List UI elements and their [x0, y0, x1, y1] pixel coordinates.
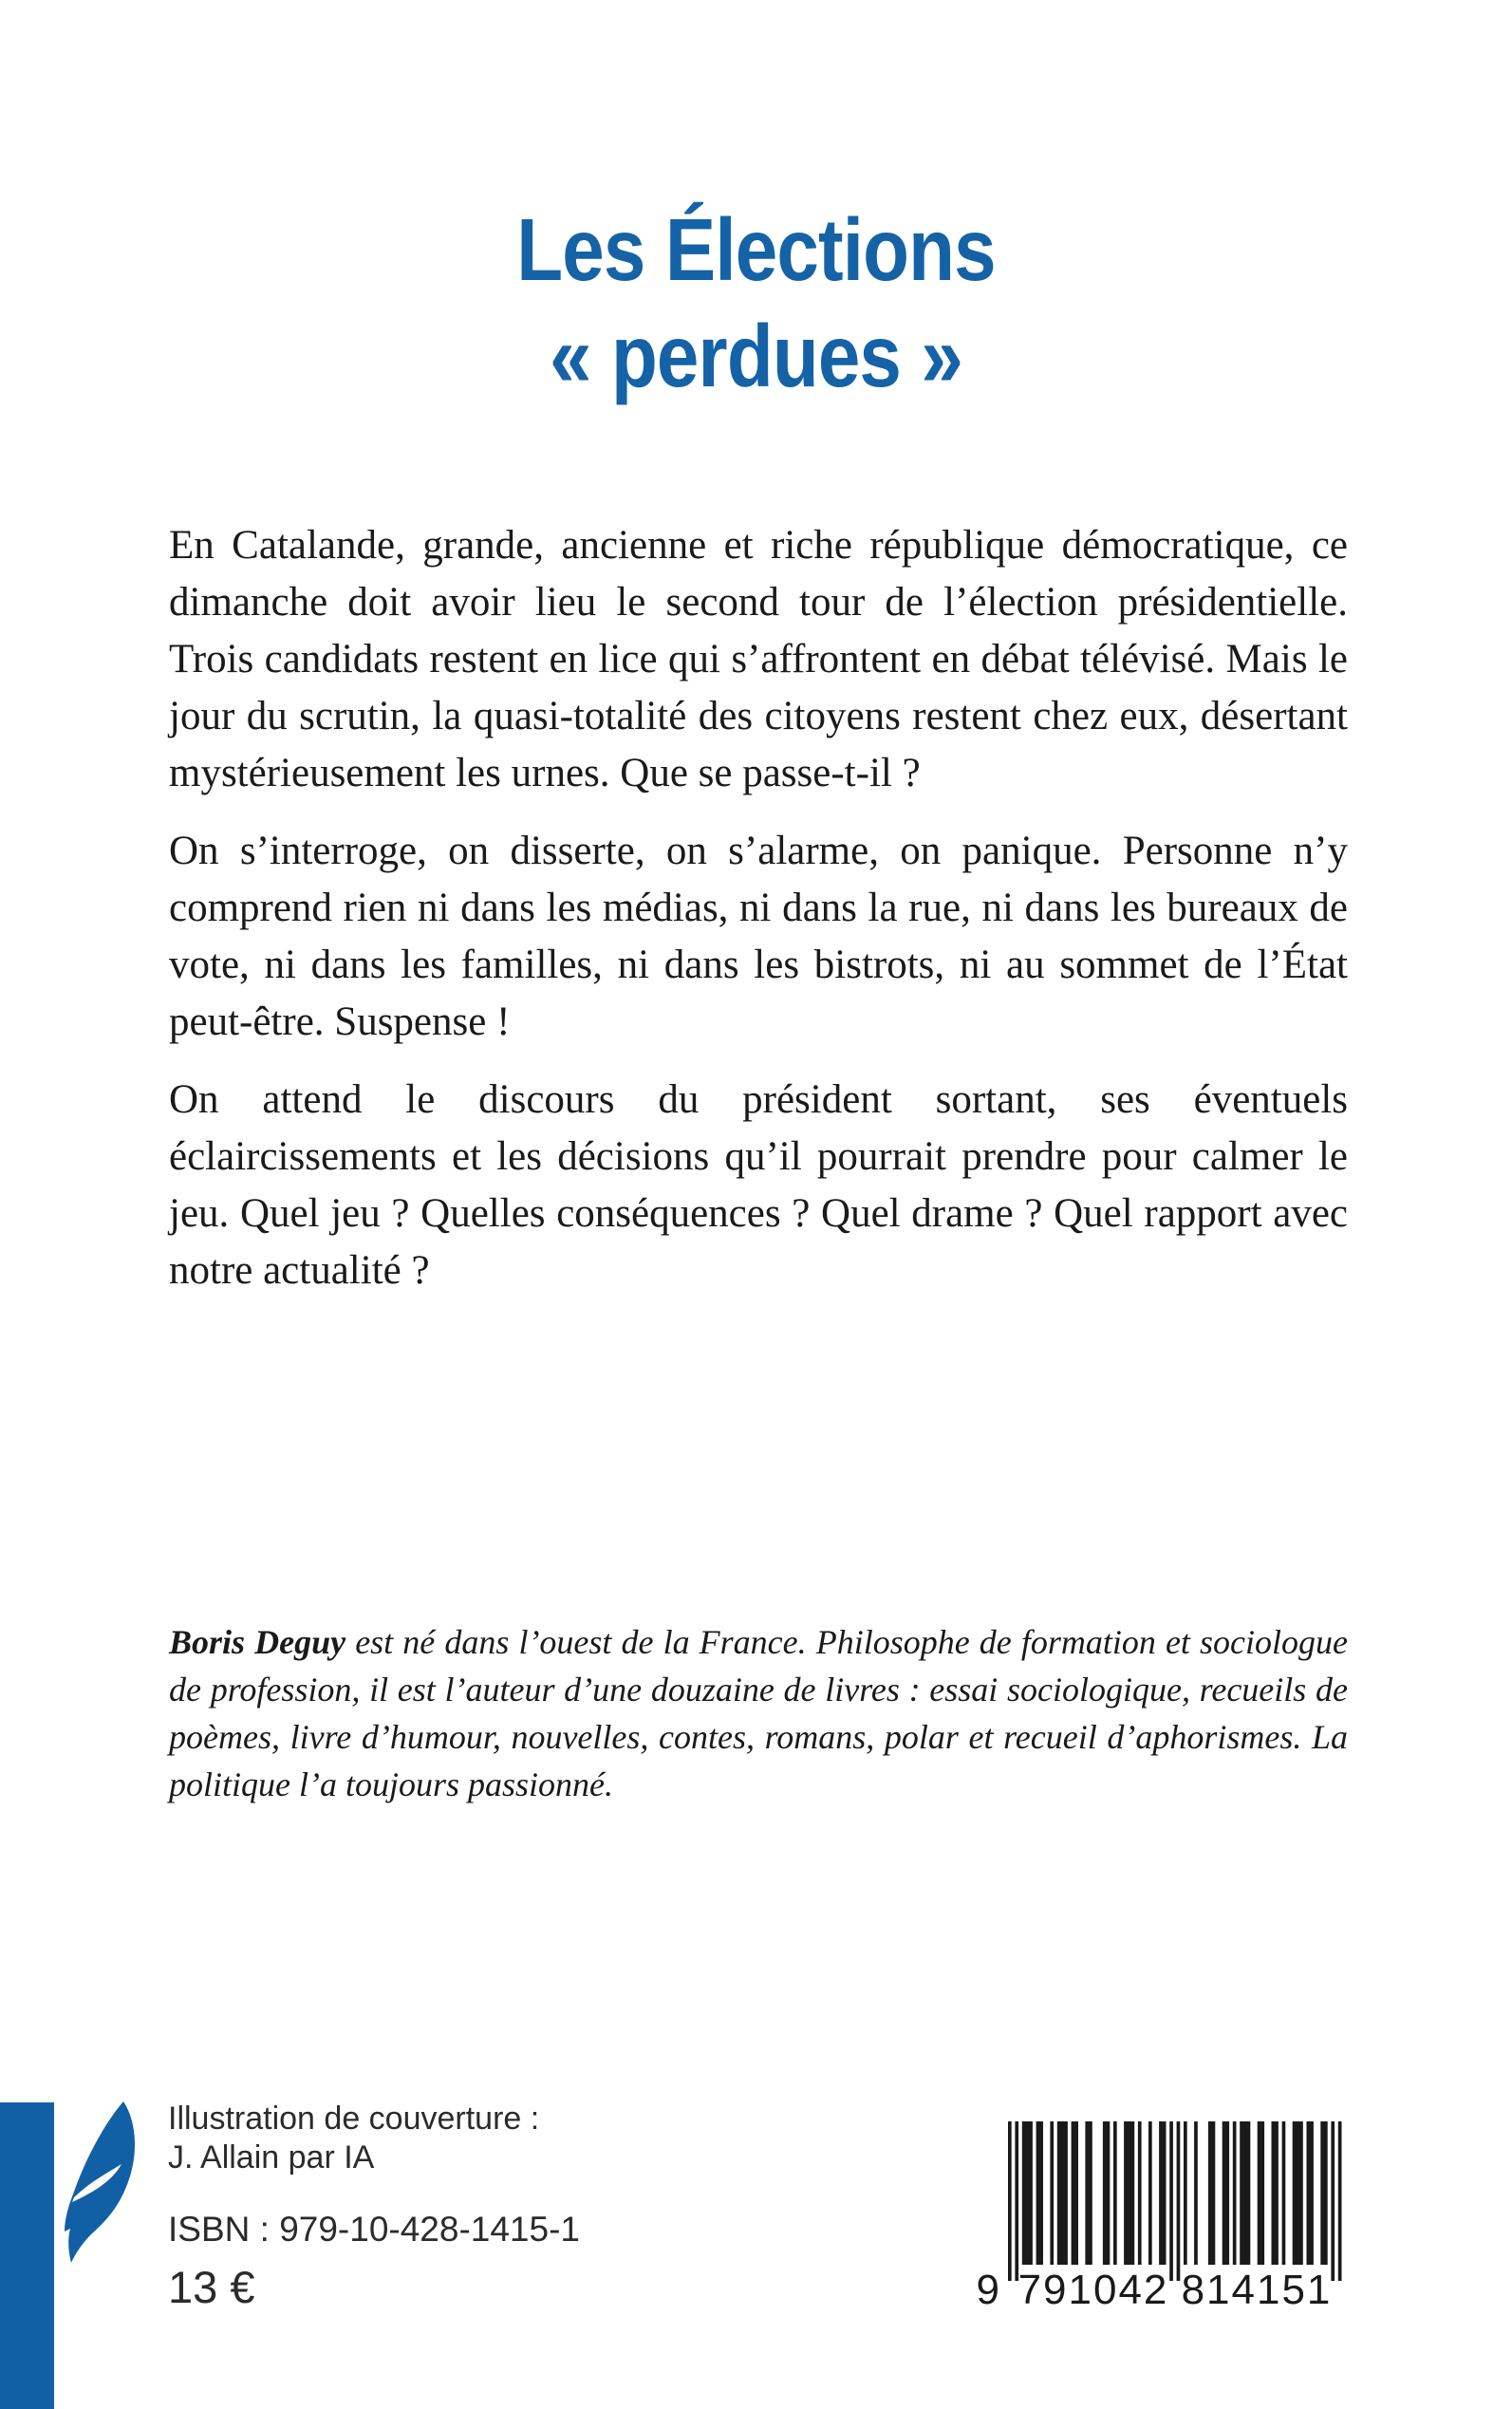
- spine-accent-bar: [0, 2102, 54, 2409]
- author-bio-text: est né dans l’ouest de la France. Philosophe de formation et sociologue de profession, il est l’auteur d’une douzaine de livres : essai sociologique, recueils de poèmes, livre d’humour, nouvelles, contes, romans, polar et recueil d’aphorismes. La politique l’a toujours passionné.: [169, 1623, 1348, 1803]
- barcode-digits-left: 791042: [1017, 2267, 1169, 2313]
- barcode: [954, 2121, 1353, 2325]
- cover-credit-line-2: J. Allain par IA: [168, 2139, 375, 2176]
- title-line-1: Les Élections: [516, 200, 996, 300]
- price-text: 13 €: [168, 2262, 255, 2312]
- synopsis-paragraph-2: On s’interroge, on disserte, on s’alarme, on panique. Personne n’y comprend rien ni dans les médias, ni dans la rue, ni dans les bureaux de vote, ni dans les familles, ni dans les bistrots, ni au sommet de l’État peut-être. Suspense !: [169, 829, 1348, 1044]
- barcode-bars: [1008, 2121, 1342, 2281]
- book-title: [106, 196, 1407, 409]
- barcode-digits-right: 814151: [1181, 2267, 1333, 2313]
- author-bio: [169, 1618, 1348, 1808]
- author-name: Boris Deguy: [169, 1623, 346, 1661]
- publisher-quill-logo-icon: [63, 2100, 146, 2269]
- synopsis: [169, 517, 1348, 1299]
- title-line-2: « perdues »: [549, 307, 963, 406]
- cover-credit-line-1: Illustration de couverture :: [168, 2101, 540, 2137]
- cover-credit: [168, 2100, 539, 2177]
- barcode-digit-first: 9: [976, 2267, 1001, 2313]
- isbn-text: ISBN : 979-10-428-1415-1: [168, 2210, 580, 2249]
- synopsis-paragraph-1: En Catalande, grande, ancienne et riche république démocratique, ce dimanche doit avoir lieu le second tour de l’élection présidentielle. Trois candidats restent en lice qui s’affrontent en débat télévisé. Mais le jour du scrutin, la quasi-totalité des citoyens restent chez eux, désertant mystérieusement les urnes. Que se passe-t-il ?: [169, 523, 1348, 795]
- synopsis-paragraph-3: On attend le discours du président sortant, ses éventuels éclaircissements et les décisions qu’il pourrait prendre pour calmer le jeu. Quel jeu ? Quelles conséquences ? Quel drame ? Quel rapport avec notre actualité ?: [169, 1077, 1348, 1293]
